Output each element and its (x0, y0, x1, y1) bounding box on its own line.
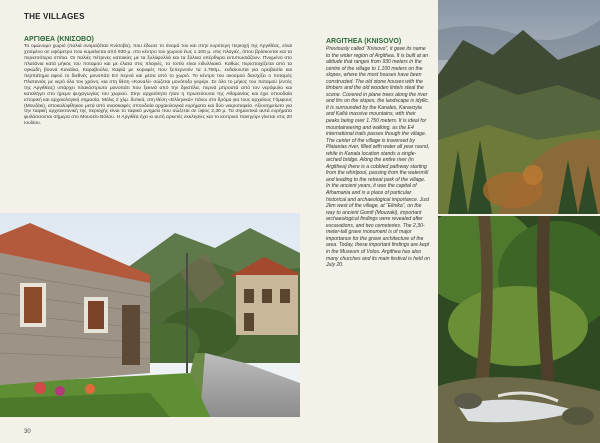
greek-article-body: Το ομώνυμο χωριό (παλιά ονομαζόταν Κνίσοβο), που έδωσε το όνομά του και στην ευρύτερη περιοχή της Αργιθέας, είναι χτισμένο σε υψόμετρο που κυμαίνεται από 930 μ. στο κέντρο του χωριού έως 1.100 μ. στις πλαγιές, όπου βρίσκονται και τα περισσότερα σπίτια. Οι παλιές πέτρινες κατοικίες με τα ξυλόφυλλά και τα ξύλινα υπέρθυρα εντυπωσιάζουν. Πνιγμένο στο πλατάνια κατά μήκος του ποταμού και με έλατα στις πλαγιές, το τοπίο είναι ειδυλλιακό. Καθώς περιστοιχίζεται από τα ογκώδη βουνά Κανάλια, Καραβούλα, Καφίά με κορυφές που ξεπερνούν τα 1.750μ., ενδείκνυται για ορειβασία και περπάτημα αφού το διεθνές μονοπάτι Ε4 περνά και μέσα από το χωριό. Το κέντρο του οικισμού διασχίζει ο ποταμός Πλατανιάς με νερό όλο τον χρόνο, και στη θέση «Καναλί» σώζεται μονότοξο γεφύρι. Σε όλο το μήκος του ποταμού (εντός της Αργιθέας) υπάρχει πλακόστρωτο μονοπάτι που ξεκινά από την δριστίλα, περνά μπροστά από τον νερόμυλο και καταλήγει στο ήρεμο ψυχαγωγίας του χωριού. Στην αρχαιότητα ήταν η πρωτεύουσα της Αθαμανίας και έχει σπουδαία ιστορική και αρχαιολογική σημασία. Μόλις 2 χλμ. δυτικά, στη θέση «Ελληνικά» πάνω στο δρόμο για τους αρχαίους Γόμφους (Μουζάκι), αποκαλύφθηκαν μετά από ανασκαφές σπουδαία αρχαιολογικά ευρήματα και δύο νεκροταφεία. Αξιοσημείωτο για την ταφική αρχιτεκτονική της περιοχής είναι το ταφικό μνημείο που σώζεται σε ύψος 2,30 μ. Τα σημαντικά αυτά ευρήματα φυλάσσονται σήμερα στο Μουσείο Βόλου. Η Αργιθέα έχει κι αυτή αρκετές εκκλησίες και το κεντρικό πανηγύρι γίνεται στις 20 Ιουλίου. (24, 44, 292, 127)
village-street-photo (0, 213, 300, 417)
greek-article-heading: ΑΡΓΙΘΕΑ (ΚΝΙΣΟΒΟ) (24, 36, 94, 43)
forest-stream-photo (438, 216, 600, 443)
mountain-landscape-photo (438, 0, 600, 214)
page-number: 30 (24, 429, 31, 435)
english-article-body: Previously called “Knisovo”, it gave its name to the wider region of Argithea. It is built at an altitude that ranges from 930 meters in the centre of the village to 1.100 meters on the slopes, where the most houses have been constructed. The old stone houses with the timbers and the old wooden lintels steal the scene. Covered in plane trees along the river and firs on the slopes, the landscape is idyllic. It is surrounded by the Kanales, Karavoyla and Kafiá massive mountains, with their peaks being over 1.750 meters. It is ideal for mountaineering and walking, as the E4 international trails passes though the village. The center of the village is traversed by Platanias river, filled with water all year round, while in Kanala location stands a single-arched bridge. Along the entire river (in Argithea) there is a cobbled pathway starting from the whirlpool, passing from the watermill and leading to the retreat park of the village. In the ancient years, it was the capital of Athamania and is a place of particular historical and archaeological importance. Just 2km west of the village, at “Elinika”, on the way to ancient Gomfi (Mouzaki), important archaeological findings were revealed after excavations, and two cemeteries. The 2,30-meter-tall grave monument is of major importance for the grave architecture of the area. Today, these important findings are kept in the Museum of Volos. Argithea has also many churches and its main festival is held on July 20. (326, 46, 430, 269)
section-title: THE VILLAGES (24, 12, 85, 21)
english-article (326, 38, 430, 269)
english-article-heading: ARGITHEA (KNISOVO) (326, 38, 402, 45)
